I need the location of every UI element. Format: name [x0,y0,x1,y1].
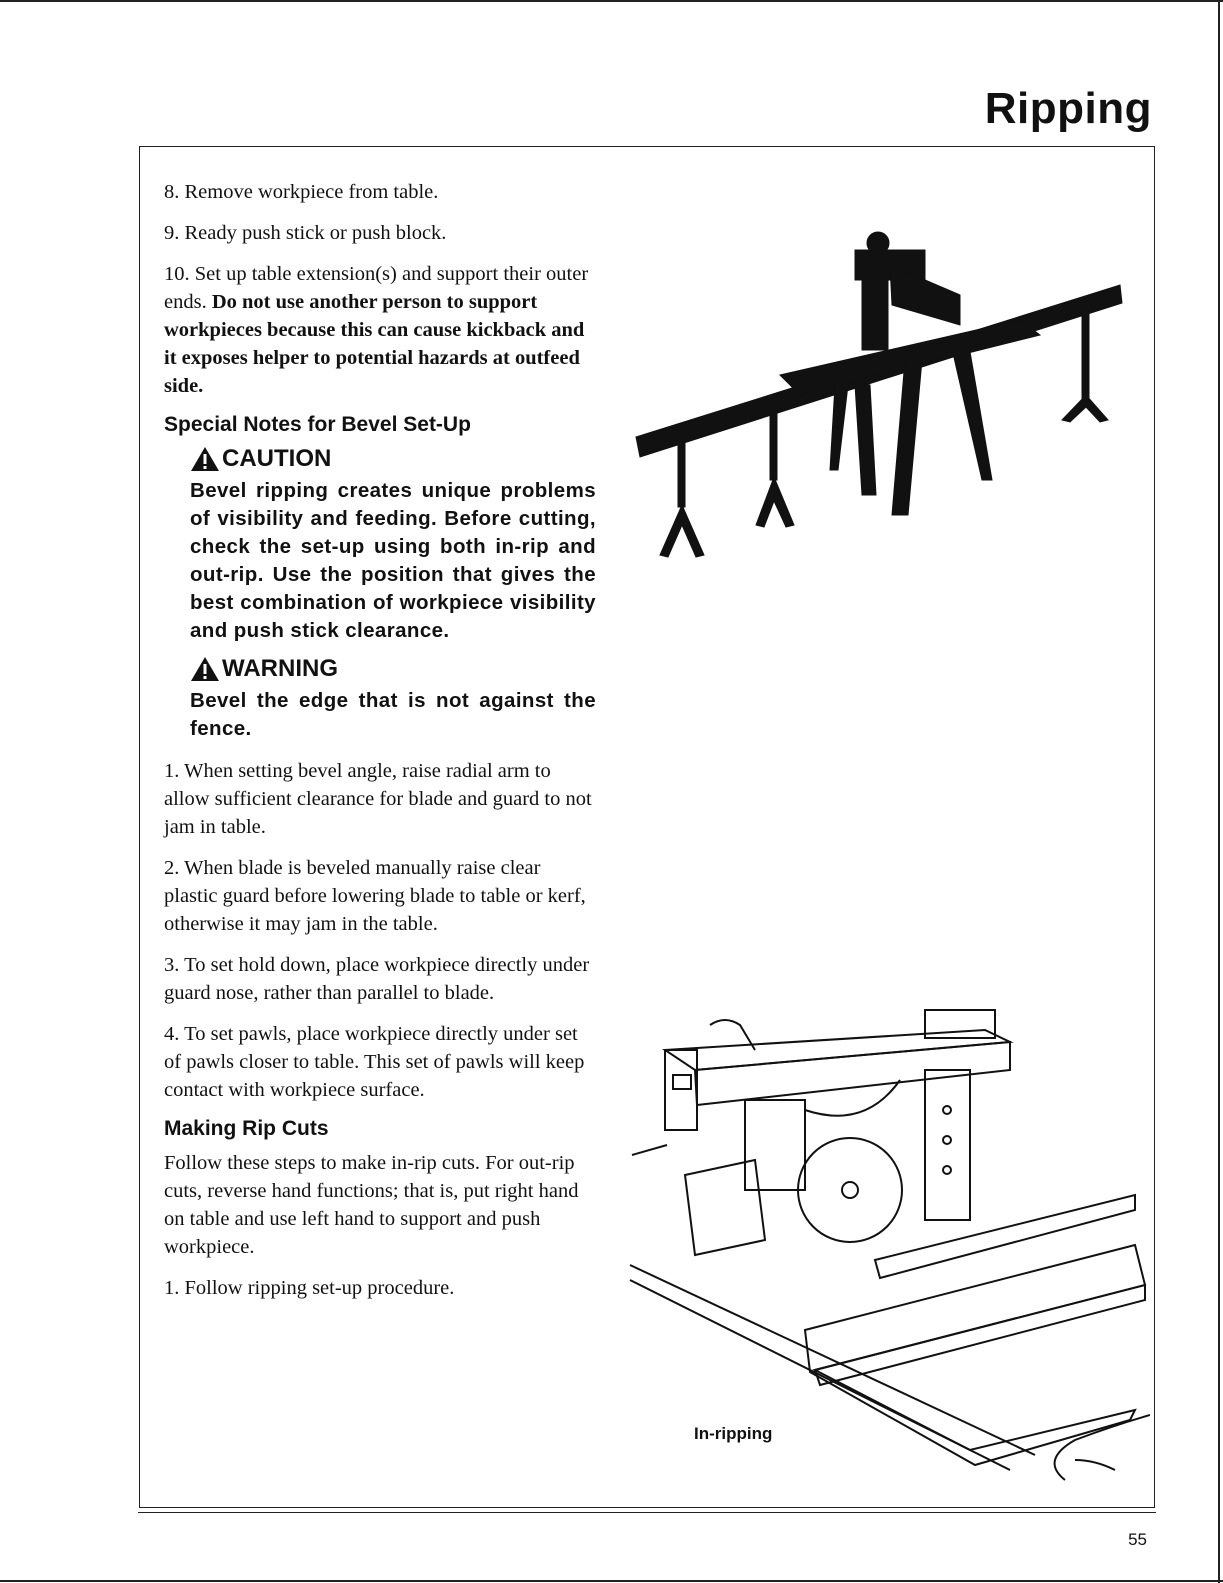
caution-text: Bevel ripping creates unique problems of visibility and feeding. Before cutting, check the set-up using both in-rip and out-rip. Use the position that gives the best combination of workpiece visibility and push stick clearance. [190,479,596,642]
warning-triangle-icon [190,656,220,682]
caution-title [190,445,596,473]
step-9: 9. Ready push stick or push block. [164,222,447,244]
bevel-step-3: 3. To set hold down, place workpiece directly under guard nose, rather than parallel to blade. [164,954,590,1004]
rip-cuts-heading: Making Rip Cuts [164,1117,329,1140]
text-column [164,178,596,1315]
saw-extension-silhouette-illustration [630,225,1130,565]
in-ripping-illustration [625,1000,1150,1495]
page-number: 55 [1128,1530,1147,1549]
warning-block [190,655,596,743]
bottom-border [0,1580,1223,1582]
right-border [1218,0,1220,1583]
warning-triangle-icon [190,446,220,472]
bevel-step-4: 4. To set pawls, place workpiece directly under set of pawls closer to table. This set of pawls will keep contact with workpiece surface. [164,1023,585,1101]
step-8: 8. Remove workpiece from table. [164,181,439,203]
caution-block [190,445,596,645]
in-ripping-caption: In-ripping [694,1424,773,1443]
bevel-step-1: 1. When setting bevel angle, raise radial arm to allow sufficient clearance for blade and guard to not jam in table. [164,760,592,838]
top-border [0,0,1223,2]
rip-step-1: 1. Follow ripping set-up procedure. [164,1277,455,1299]
step-10-bold-warning: Do not use another person to support workpieces because this can cause kickback and it exposes helper to potential hazards at outfeed side. [164,291,585,397]
rip-intro: Follow these steps to make in-rip cuts. For out-rip cuts, reverse hand functions; that is, put right hand on table and use left hand to support and push workpiece. [164,1152,579,1258]
warning-title [190,655,596,683]
step-10 [164,260,596,400]
bevel-step-2: 2. When blade is beveled manually raise clear plastic guard before lowering blade to table or kerf, otherwise it may jam in the table. [164,857,586,935]
warning-label: WARNING [222,655,338,682]
caution-label: CAUTION [222,445,332,472]
bevel-setup-heading: Special Notes for Bevel Set-Up [164,413,471,436]
warning-text: Bevel the edge that is not against the fence. [190,689,596,740]
step-10-text: 10. Set up table extension(s) and support their outer ends. [164,263,589,313]
page-title: Ripping [984,84,1152,133]
